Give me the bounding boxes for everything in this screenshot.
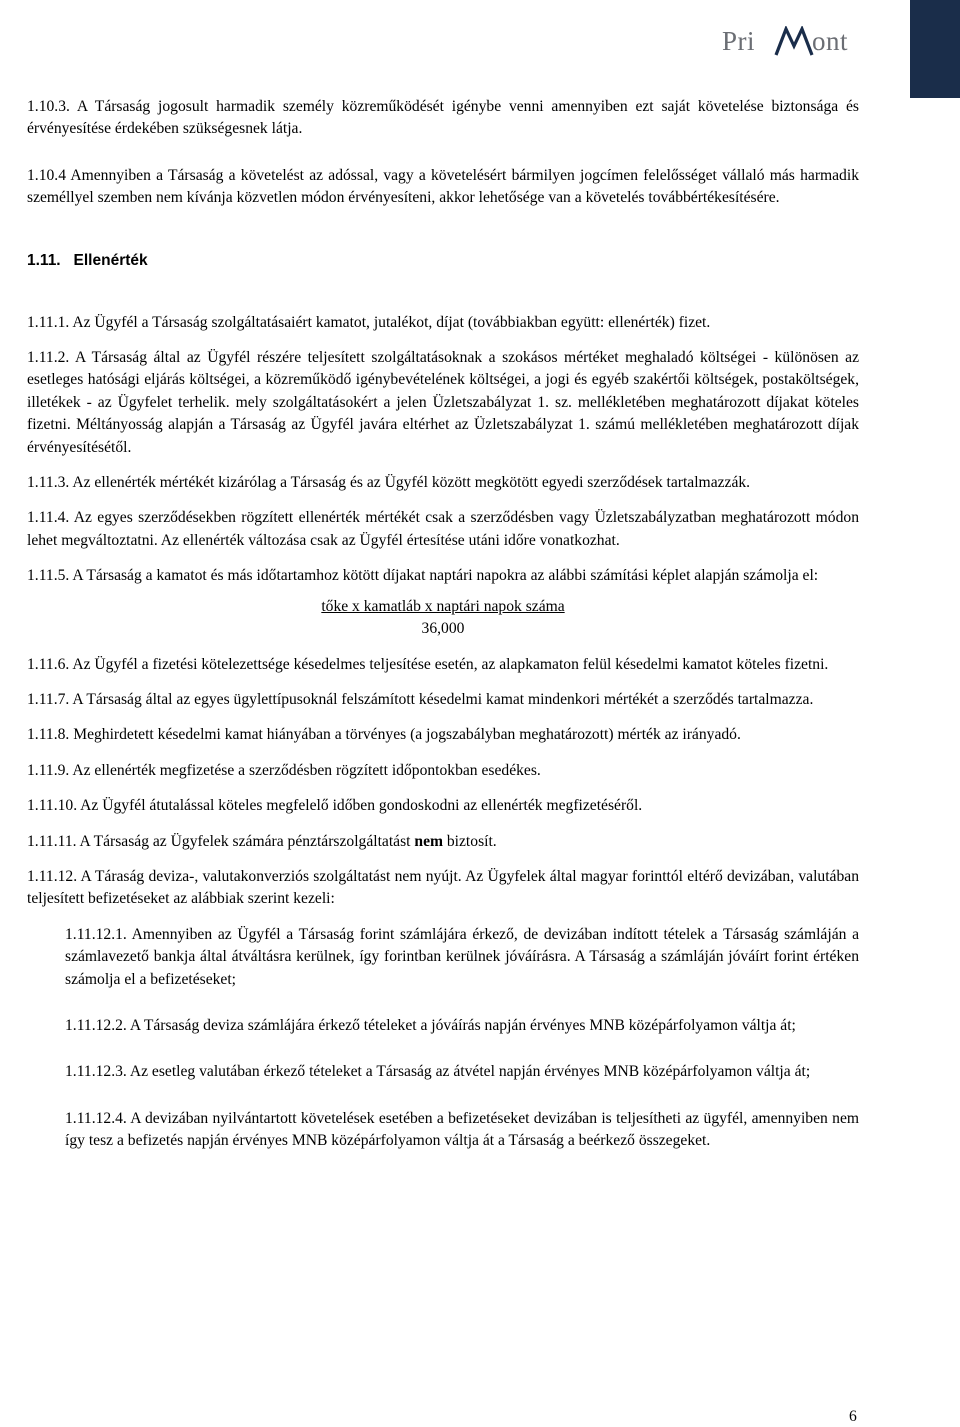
paragraph-1-10-4: 1.10.4 Amennyiben a Társaság a követelést az adóssal, vagy a követelésért bármilyen jogcímen felelősséget vállaló más harmadik személlyel szemben nem kívánja közvetlen módon érvényesíteni, akkor lehetősége van a követelés továbbértékesítésére. [27, 166, 859, 207]
paragraph-1-11-3: 1.11.3. Az ellenérték mértékét kizárólag a Társaság és az Ügyfél között megkötött egyedi szerződések tartalmazzák. [27, 474, 751, 492]
formula-numerator: tőke x kamatláb x naptári napok száma [321, 597, 565, 615]
paragraph-1-11-12-1: 1.11.12.1. Amennyiben az Ügyfél a Társaság forint számlájára érkező, de devizában indított tételek a Társaság számláján a számlavezető bankja által átváltásra kerülnek, így forintban kerülnek jóváírásra. A Társaság a számláján jóváírt forint értéken számolja el a befizetéseket; [65, 925, 859, 988]
paragraph-1-11-12-2: 1.11.12.2. A Társaság deviza számlájára érkező tételeket a jóváírás napján érvényes MNB középárfolyamon váltja át; [65, 1016, 796, 1034]
section-heading-ellenertek: 1.11. Ellenérték [27, 251, 148, 269]
paragraph-1-11-9: 1.11.9. Az ellenérték megfizetése a szerződésben rögzített időpontokban esedékes. [27, 761, 541, 779]
formula-denominator: 36,000 [421, 620, 465, 638]
logo-m-mark-icon [774, 26, 814, 56]
brand-side-tab [910, 0, 960, 98]
paragraph-1-11-1: 1.11.1. Az Ügyfél a Társaság szolgáltatásaiért kamatot, jutalékot, díjat (továbbiakban együtt: ellenérték) fizet. [27, 313, 711, 331]
page-number: 6 [849, 1408, 857, 1425]
paragraph-1-11-12-3: 1.11.12.3. Az esetleg valutában érkező tételeket a Társaság az átvétel napján érvényes MNB középárfolyamon váltja át; [65, 1063, 811, 1081]
paragraph-1-11-6: 1.11.6. Az Ügyfél a fizetési kötelezettsége késedelmes teljesítése esetén, az alapkamaton felül késedelmi kamatot köteles fizetni. [27, 655, 829, 673]
paragraph-1-11-11-end: biztosít. [442, 832, 497, 850]
paragraph-1-11-7: 1.11.7. A Társaság által az egyes ügylettípusoknál felszámított késedelmi kamat mindenkori mértékét a szerződés tartalmazza. [27, 690, 814, 708]
document-body [27, 96, 859, 1153]
paragraph-1-11-11-start: 1.11.11. A Társaság az Ügyfelek számára pénztárszolgáltatást [27, 832, 415, 850]
logo-text-left: Pri [722, 26, 756, 56]
paragraph-1-11-5: 1.11.5. A Társaság a kamatot és más időtartamhoz kötött díjakat naptári napokra az alábbi számítási képlet alapján számolja el: [27, 567, 819, 585]
paragraph-1-11-10: 1.11.10. Az Ügyfél átutalással köteles megfelelő időben gondoskodni az ellenérték megfizetéséről. [27, 797, 643, 815]
logo-text-right: ont [812, 26, 849, 56]
paragraph-1-11-4: 1.11.4. Az egyes szerződésekben rögzített ellenérték mértékét csak a szerződésben vagy Üzletszabályzatban meghatározott módon lehet megváltoztatni. Az ellenérték változása csak az Ügyfél értesítése utáni időre vonatkozhat. [27, 509, 859, 549]
paragraph-1-11-11-bold: nem [414, 832, 443, 850]
primont-logo [722, 24, 862, 58]
paragraph-1-10-3: 1.10.3. A Társaság jogosult harmadik személy közreműködését igénybe venni amennyiben ezt saját követelése biztonsága és érvényesítése érdekében szükségesnek látja. [27, 98, 859, 138]
paragraph-1-11-12: 1.11.12. A Táraság deviza-, valutakonverziós szolgáltatást nem nyújt. Az Ügyfelek által magyar forinttól eltérő devizában, valutában teljesített befizetéseket az alábbiak szerint kezeli: [27, 867, 859, 908]
paragraph-1-11-8: 1.11.8. Meghirdetett késedelmi kamat hiányában a törvényes (a jogszabályban meghatározott) mérték az irányadó. [27, 726, 741, 744]
paragraph-1-11-11 [27, 831, 859, 853]
interest-formula [27, 596, 859, 641]
paragraph-1-11-12-4: 1.11.12.4. A devizában nyilvántartott követelések esetében a befizetéseket devizában is teljesítheti az ügyfél, amennyiben nem így tesz a befizetés napján érvényes MNB középárfolyamon váltja át a Társaság a beérkező összegeket. [65, 1109, 859, 1150]
paragraph-1-11-2: 1.11.2. A Társaság által az Ügyfél részére teljesített szolgáltatásoknak a szokásos mértéket meghaladó költségei - különösen az esetleges hatósági eljárás költségei, a közreműködő igénybevételének költségei, a jogi és egyéb szakértői költségek, postaköltségek, illetékek - az Ügyfelet terhelik. mely szolgáltatásokért a jelen Üzletszabályzat 1. sz. mellékletében meghatározott díjakat köteles fizetni. Méltányosság alapján a Társaság az Ügyfél javára eltérhet az Üzletszabályzat 1. számú mellékletében meghatározott díjak érvényesítésétől. [27, 349, 859, 456]
